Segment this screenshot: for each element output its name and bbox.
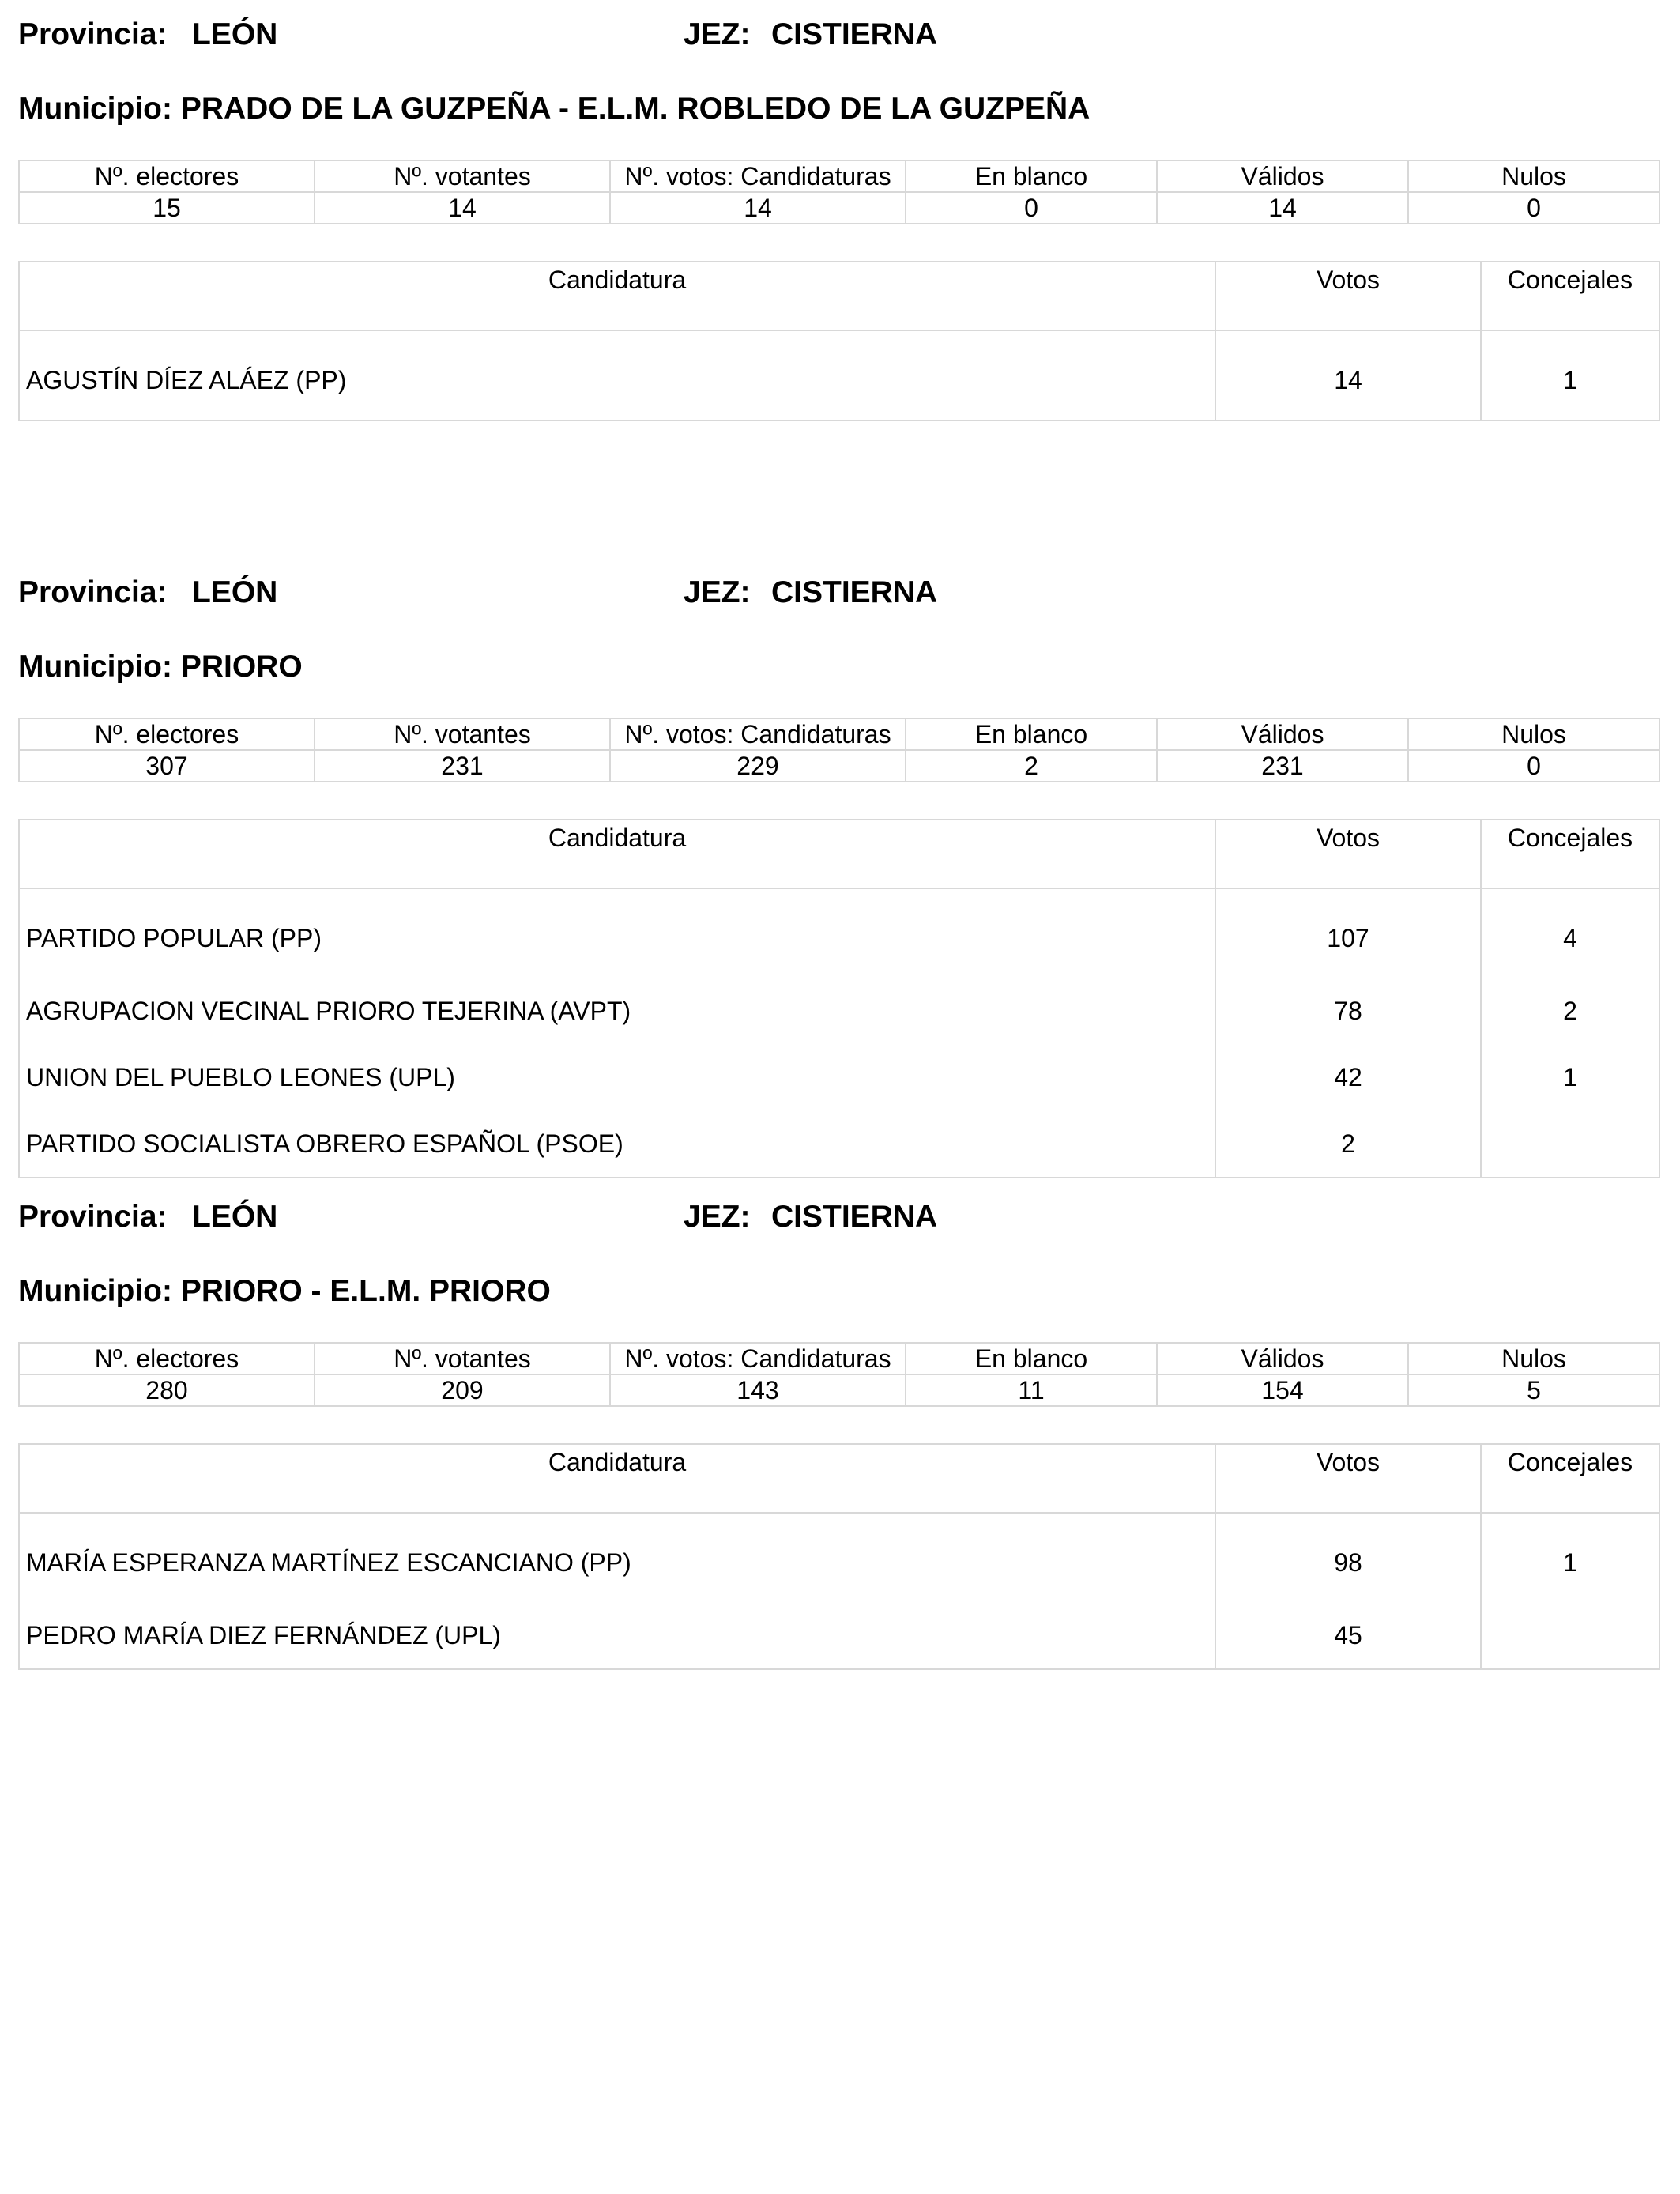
candidaturas-table xyxy=(18,1443,1660,1670)
stats-value-row xyxy=(19,1374,1659,1406)
stat-value: 231 xyxy=(315,750,610,782)
cand-votos: 2 xyxy=(1215,1110,1481,1178)
stat-header: Nº. votantes xyxy=(315,160,610,192)
provincia-label: Provincia: xyxy=(18,17,168,51)
cand-row xyxy=(19,1513,1659,1602)
stat-header: Nº. electores xyxy=(19,718,315,750)
cand-header: Candidatura xyxy=(19,1444,1215,1513)
cand-votos: 98 xyxy=(1215,1513,1481,1602)
jez-value: CISTIERNA xyxy=(771,1200,938,1234)
stats-header-row xyxy=(19,160,1659,192)
provincia-label: Provincia: xyxy=(18,1200,168,1234)
stat-header: Nº. votos: Candidaturas xyxy=(610,718,906,750)
cand-concejales: 1 xyxy=(1481,330,1659,420)
provincia-value: LEÓN xyxy=(192,17,278,51)
stats-table xyxy=(18,718,1660,782)
cand-name: MARÍA ESPERANZA MARTÍNEZ ESCANCIANO (PP) xyxy=(19,1513,1215,1602)
stat-value: 209 xyxy=(315,1374,610,1406)
jez-label: JEZ: xyxy=(684,17,751,51)
stat-value: 2 xyxy=(906,750,1157,782)
stat-header: Válidos xyxy=(1157,718,1408,750)
stat-header: Válidos xyxy=(1157,1343,1408,1374)
stat-header: Nulos xyxy=(1408,718,1659,750)
stat-value: 5 xyxy=(1408,1374,1659,1406)
stat-header: Nº. electores xyxy=(19,160,315,192)
cand-name: PARTIDO SOCIALISTA OBRERO ESPAÑOL (PSOE) xyxy=(19,1110,1215,1178)
stat-value: 15 xyxy=(19,192,315,224)
municipio-title xyxy=(18,651,303,682)
stats-table xyxy=(18,160,1660,224)
stats-value-row xyxy=(19,192,1659,224)
stat-value: 14 xyxy=(315,192,610,224)
stats-header-row xyxy=(19,718,1659,750)
cand-name: AGRUPACION VECINAL PRIORO TEJERINA (AVPT) xyxy=(19,978,1215,1044)
stat-header: Nº. votos: Candidaturas xyxy=(610,160,906,192)
stat-header: Nulos xyxy=(1408,160,1659,192)
stat-value: 280 xyxy=(19,1374,315,1406)
cand-row xyxy=(19,1110,1659,1178)
stat-header: Nº. votos: Candidaturas xyxy=(610,1343,906,1374)
cand-concejales: 2 xyxy=(1481,978,1659,1044)
stat-value: 229 xyxy=(610,750,906,782)
stat-value: 307 xyxy=(19,750,315,782)
cand-name: PEDRO MARÍA DIEZ FERNÁNDEZ (UPL) xyxy=(19,1602,1215,1669)
stat-value: 0 xyxy=(906,192,1157,224)
stat-header: En blanco xyxy=(906,1343,1157,1374)
jez-label: JEZ: xyxy=(684,1200,751,1234)
stat-value: 143 xyxy=(610,1374,906,1406)
stats-value-row xyxy=(19,750,1659,782)
municipio-value: PRADO DE LA GUZPEÑA - E.L.M. ROBLEDO DE LA GUZPEÑA xyxy=(180,92,1090,126)
stat-header: Válidos xyxy=(1157,160,1408,192)
stat-header: Nulos xyxy=(1408,1343,1659,1374)
cand-concejales: 4 xyxy=(1481,888,1659,978)
cand-votos: 45 xyxy=(1215,1602,1481,1669)
stat-value: 0 xyxy=(1408,192,1659,224)
cand-votos: 78 xyxy=(1215,978,1481,1044)
cand-header: Concejales xyxy=(1481,820,1659,888)
cand-header-row xyxy=(19,1444,1659,1513)
provincia-value: LEÓN xyxy=(192,575,278,609)
candidaturas-table xyxy=(18,261,1660,421)
stat-value: 231 xyxy=(1157,750,1408,782)
stat-header: En blanco xyxy=(906,160,1157,192)
cand-name: AGUSTÍN DÍEZ ALÁEZ (PP) xyxy=(19,330,1215,420)
provincia-value: LEÓN xyxy=(192,1200,278,1234)
municipio-title xyxy=(18,93,1090,124)
municipio-label: Municipio: xyxy=(18,92,172,126)
provincia-label: Provincia: xyxy=(18,575,168,609)
cand-row xyxy=(19,1602,1659,1669)
candidaturas-table xyxy=(18,819,1660,1178)
jez-value: CISTIERNA xyxy=(771,17,938,51)
cand-header-row xyxy=(19,820,1659,888)
cand-header: Votos xyxy=(1215,820,1481,888)
stat-header: En blanco xyxy=(906,718,1157,750)
stat-value: 154 xyxy=(1157,1374,1408,1406)
cand-row xyxy=(19,888,1659,978)
cand-header: Candidatura xyxy=(19,820,1215,888)
stat-value: 14 xyxy=(610,192,906,224)
cand-header: Votos xyxy=(1215,262,1481,330)
cand-row xyxy=(19,1044,1659,1110)
stat-value: 0 xyxy=(1408,750,1659,782)
cand-header: Concejales xyxy=(1481,1444,1659,1513)
cand-header: Concejales xyxy=(1481,262,1659,330)
municipio-label: Municipio: xyxy=(18,1274,172,1308)
cand-header: Votos xyxy=(1215,1444,1481,1513)
cand-concejales xyxy=(1481,1110,1659,1178)
stats-header-row xyxy=(19,1343,1659,1374)
stats-table xyxy=(18,1342,1660,1407)
stat-header: Nº. electores xyxy=(19,1343,315,1374)
cand-votos: 14 xyxy=(1215,330,1481,420)
cand-votos: 107 xyxy=(1215,888,1481,978)
cand-header: Candidatura xyxy=(19,262,1215,330)
municipio-value: PRIORO xyxy=(180,650,303,684)
cand-row xyxy=(19,978,1659,1044)
jez-value: CISTIERNA xyxy=(771,575,938,609)
cand-name: PARTIDO POPULAR (PP) xyxy=(19,888,1215,978)
municipio-title xyxy=(18,1276,551,1306)
cand-name: UNION DEL PUEBLO LEONES (UPL) xyxy=(19,1044,1215,1110)
municipio-label: Municipio: xyxy=(18,650,172,684)
jez-label: JEZ: xyxy=(684,575,751,609)
cand-votos: 42 xyxy=(1215,1044,1481,1110)
cand-header-row xyxy=(19,262,1659,330)
stat-header: Nº. votantes xyxy=(315,718,610,750)
stat-header: Nº. votantes xyxy=(315,1343,610,1374)
cand-concejales: 1 xyxy=(1481,1513,1659,1602)
cand-concejales: 1 xyxy=(1481,1044,1659,1110)
cand-concejales xyxy=(1481,1602,1659,1669)
stat-value: 11 xyxy=(906,1374,1157,1406)
municipio-value: PRIORO - E.L.M. PRIORO xyxy=(180,1274,551,1308)
cand-row xyxy=(19,330,1659,420)
stat-value: 14 xyxy=(1157,192,1408,224)
